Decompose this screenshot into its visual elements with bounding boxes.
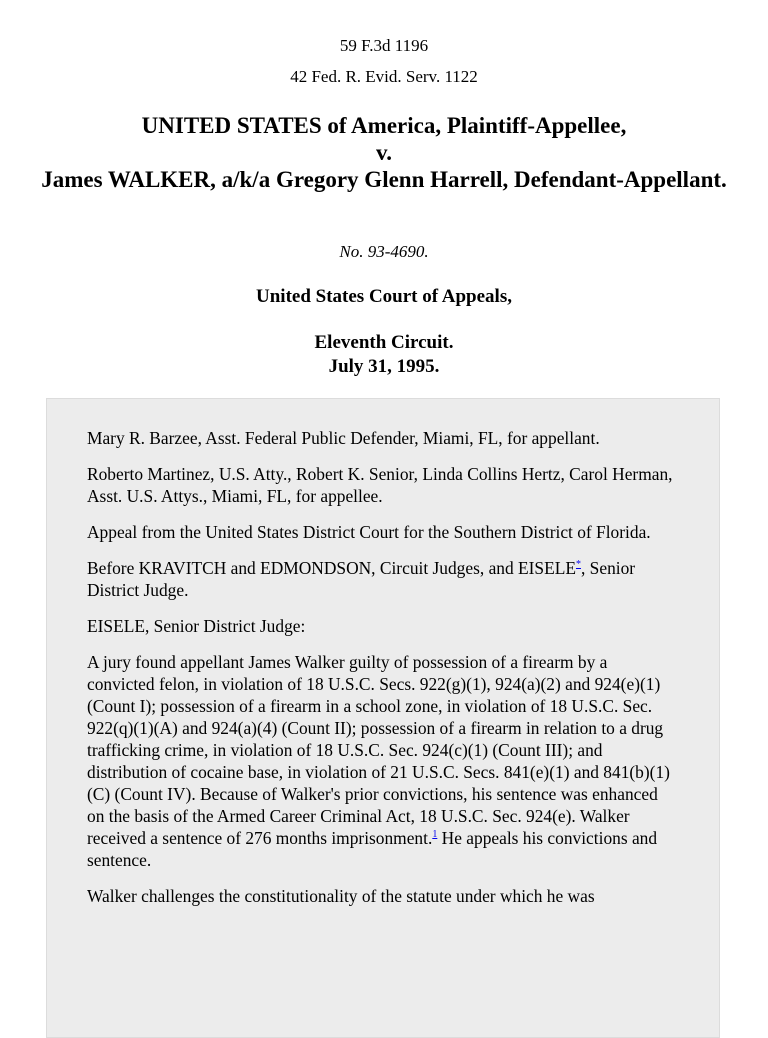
docket-number: No. 93-4690. — [339, 242, 429, 261]
circuit-and-date — [0, 331, 768, 379]
decision-date: July 31, 1995. — [328, 356, 440, 377]
reporter-citation: 59 F.3d 1196 — [339, 36, 429, 55]
panel-suffix: , Senior District Judge. — [87, 558, 636, 600]
panel-judges — [87, 557, 679, 601]
appeal-from: Appeal from the United States District Court for the Southern District of Florida. — [87, 522, 651, 542]
paragraph-1-text: A jury found appellant James Walker guilty of possession of a firearm by a convicted felon, in violation of 18 U.S.C. Secs. 922(g)(1), 924(a)(2) and 924(e)(1) (Count I); possession of a firearm in a school zone, in violation of 18 U.S.C. Sec. 922(q)(1)(A) and 924(a)(4) (Count II); possession of a firearm in relation to a drug trafficking crime, in violation of 18 U.S.C. Sec. 924(c)(1) (Count III); and distribution of cocaine base, in violation of 21 U.S.C. Secs. 841(e)(1) and 841(b)(1)(C) (Count IV). Because of Walker's prior convictions, his sentence was enhanced on the basis of the Armed Career Criminal Act, 18 U.S.C. Sec. 924(e). Walker received a sentence of 276 months imprisonment. — [87, 652, 670, 848]
opinion-body — [46, 398, 720, 1038]
footnote-star-link[interactable]: * — [575, 559, 581, 571]
counsel-appellant: Mary R. Barzee, Asst. Federal Public Defender, Miami, FL, for appellant. — [87, 428, 600, 448]
footnote-1-link[interactable]: 1 — [432, 829, 438, 841]
versus-line: v. — [376, 140, 392, 165]
opinion-paragraph-1 — [87, 651, 679, 871]
counsel-appellee: Roberto Martinez, U.S. Atty., Robert K. Senior, Linda Collins Hertz, Carol Herman, Asst. U.S. Attys., Miami, FL, for appellee. — [87, 464, 673, 506]
opinion-author: EISELE, Senior District Judge: — [87, 616, 306, 636]
circuit-name: Eleventh Circuit. — [314, 332, 454, 353]
defendant-line: James WALKER, a/k/a Gregory Glenn Harrell, Defendant-Appellant. — [41, 167, 727, 192]
panel-text: Before KRAVITCH and EDMONDSON, Circuit Judges, and EISELE — [87, 558, 576, 578]
case-caption — [40, 112, 728, 193]
paragraph-1-tail: He appeals his convictions and sentence. — [87, 828, 658, 870]
court-name: United States Court of Appeals, — [256, 286, 512, 307]
plaintiff-line: UNITED STATES of America, Plaintiff-Appellee, — [141, 113, 627, 138]
evidence-citation: 42 Fed. R. Evid. Serv. 1122 — [290, 67, 478, 86]
opinion-paragraph-2: Walker challenges the constitutionality of the statute under which he was — [87, 886, 595, 906]
